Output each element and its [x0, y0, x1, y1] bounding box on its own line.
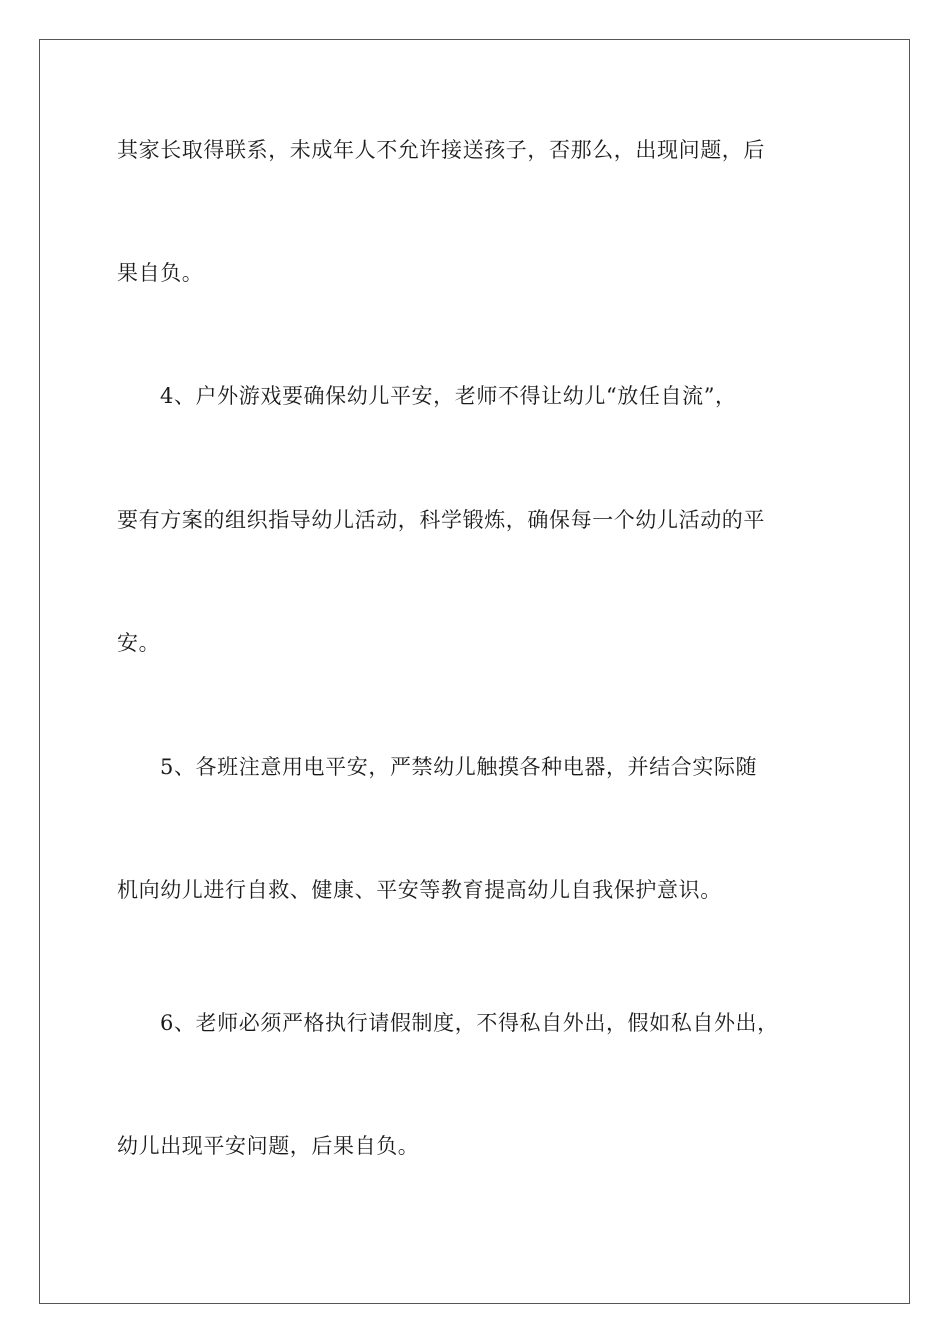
- text-line-3: 4、户外游戏要确保幼儿平安，老师不得让幼儿“放任自流”，: [160, 384, 737, 408]
- page-border: [39, 39, 910, 1304]
- text-line-5: 安。: [117, 631, 161, 655]
- text-line-9: 幼儿出现平安问题，后果自负。: [117, 1134, 420, 1158]
- text-line-4: 要有方案的组织指导幼儿活动，科学锻炼，确保每一个幼儿活动的平: [117, 508, 765, 532]
- text-line-2: 果自负。: [117, 261, 204, 285]
- text-line-6: 5、各班注意用电平安，严禁幼儿触摸各种电器，并结合实际随: [160, 755, 758, 779]
- text-line-7: 机向幼儿进行自救、健康、平安等教育提高幼儿自我保护意识。: [117, 878, 722, 902]
- text-line-8: 6、老师必须严格执行请假制度，不得私自外出，假如私自外出，: [160, 1011, 779, 1035]
- text-line-1: 其家长取得联系，未成年人不允许接送孩子，否那么，出现问题，后: [117, 138, 765, 162]
